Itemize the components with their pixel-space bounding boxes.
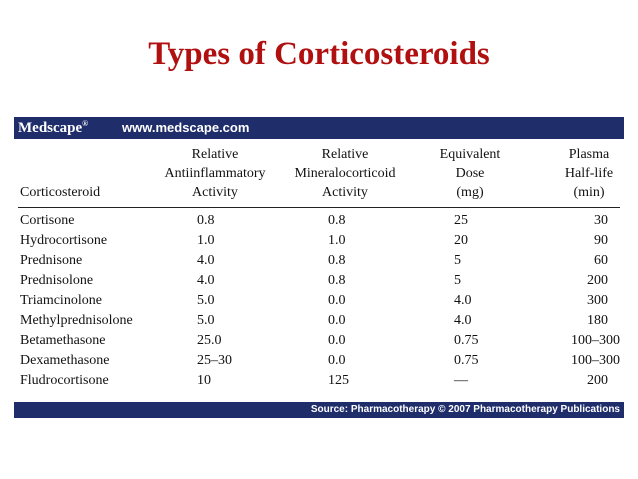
antiinflammatory-value: 4.0	[197, 253, 215, 268]
table-row	[14, 333, 624, 353]
drug-name: Betamethasone	[20, 333, 106, 348]
slide-title: Types of Corticosteroids	[148, 36, 490, 72]
mineralocorticoid-value: 0.0	[328, 293, 346, 308]
header-corticosteroid: Corticosteroid	[20, 185, 101, 200]
drug-name: Methylprednisolone	[20, 313, 133, 328]
half-life-value: 90	[594, 233, 608, 248]
antiinflammatory-value: 1.0	[197, 233, 215, 248]
half-life-value: 300	[587, 293, 608, 308]
antiinflammatory-value: 4.0	[197, 273, 215, 288]
mineralocorticoid-value: 0.0	[328, 333, 346, 348]
dose-value: 0.75	[454, 353, 479, 368]
mineralocorticoid-value: 0.0	[328, 353, 346, 368]
drug-name: Hydrocortisone	[20, 233, 108, 248]
dose-value: 4.0	[454, 293, 472, 308]
dose-value: —	[454, 373, 468, 388]
corticosteroid-table	[14, 139, 624, 402]
antiinflammatory-value: 5.0	[197, 313, 215, 328]
medscape-table-figure	[14, 117, 624, 418]
mineralocorticoid-value: 125	[328, 373, 349, 388]
antiinflammatory-value: 25.0	[197, 333, 222, 348]
table-row	[14, 233, 624, 253]
antiinflammatory-value: 25–30	[197, 353, 232, 368]
source-banner	[14, 402, 624, 418]
dose-value: 20	[454, 233, 468, 248]
dose-value: 5	[454, 253, 461, 268]
header-mineralocorticoid-activity: Relative Mineralocorticoid Activity	[294, 147, 396, 200]
half-life-value: 100–300	[571, 353, 620, 368]
dose-value: 25	[454, 213, 468, 228]
dose-value: 5	[454, 273, 461, 288]
source-citation: Source: Pharmacotherapy © 2007 Pharmacotherapy Publications	[310, 404, 620, 415]
header-divider	[18, 207, 620, 208]
table-row	[14, 293, 624, 313]
drug-name: Prednisone	[20, 253, 83, 268]
table-row	[14, 353, 624, 373]
medscape-banner	[14, 117, 624, 139]
medscape-url: www.medscape.com	[122, 120, 250, 135]
drug-name: Fludrocortisone	[20, 373, 109, 388]
half-life-value: 100–300	[571, 333, 620, 348]
table-row	[14, 213, 624, 233]
table-row	[14, 273, 624, 293]
dose-value: 0.75	[454, 333, 479, 348]
medscape-logo: Medscape®	[18, 119, 89, 136]
table-row	[14, 253, 624, 273]
mineralocorticoid-value: 0.8	[328, 253, 346, 268]
drug-name: Cortisone	[20, 213, 75, 228]
mineralocorticoid-value: 0.8	[328, 213, 346, 228]
header-antiinflammatory-activity: Relative Antiinflammatory Activity	[164, 147, 266, 200]
half-life-value: 180	[587, 313, 608, 328]
header-plasma-half-life: Plasma Half-life (min)	[564, 147, 614, 200]
mineralocorticoid-value: 0.0	[328, 313, 346, 328]
drug-name: Triamcinolone	[20, 293, 102, 308]
half-life-value: 200	[587, 273, 608, 288]
table-row	[14, 313, 624, 333]
mineralocorticoid-value: 1.0	[328, 233, 346, 248]
drug-name: Prednisolone	[20, 273, 94, 288]
antiinflammatory-value: 5.0	[197, 293, 215, 308]
antiinflammatory-value: 10	[197, 373, 211, 388]
table-row	[14, 373, 624, 393]
half-life-value: 60	[594, 253, 608, 268]
half-life-value: 30	[594, 213, 608, 228]
antiinflammatory-value: 0.8	[197, 213, 215, 228]
dose-value: 4.0	[454, 313, 472, 328]
drug-name: Dexamethasone	[20, 353, 110, 368]
mineralocorticoid-value: 0.8	[328, 273, 346, 288]
half-life-value: 200	[587, 373, 608, 388]
header-equivalent-dose: Equivalent Dose (mg)	[439, 147, 501, 200]
